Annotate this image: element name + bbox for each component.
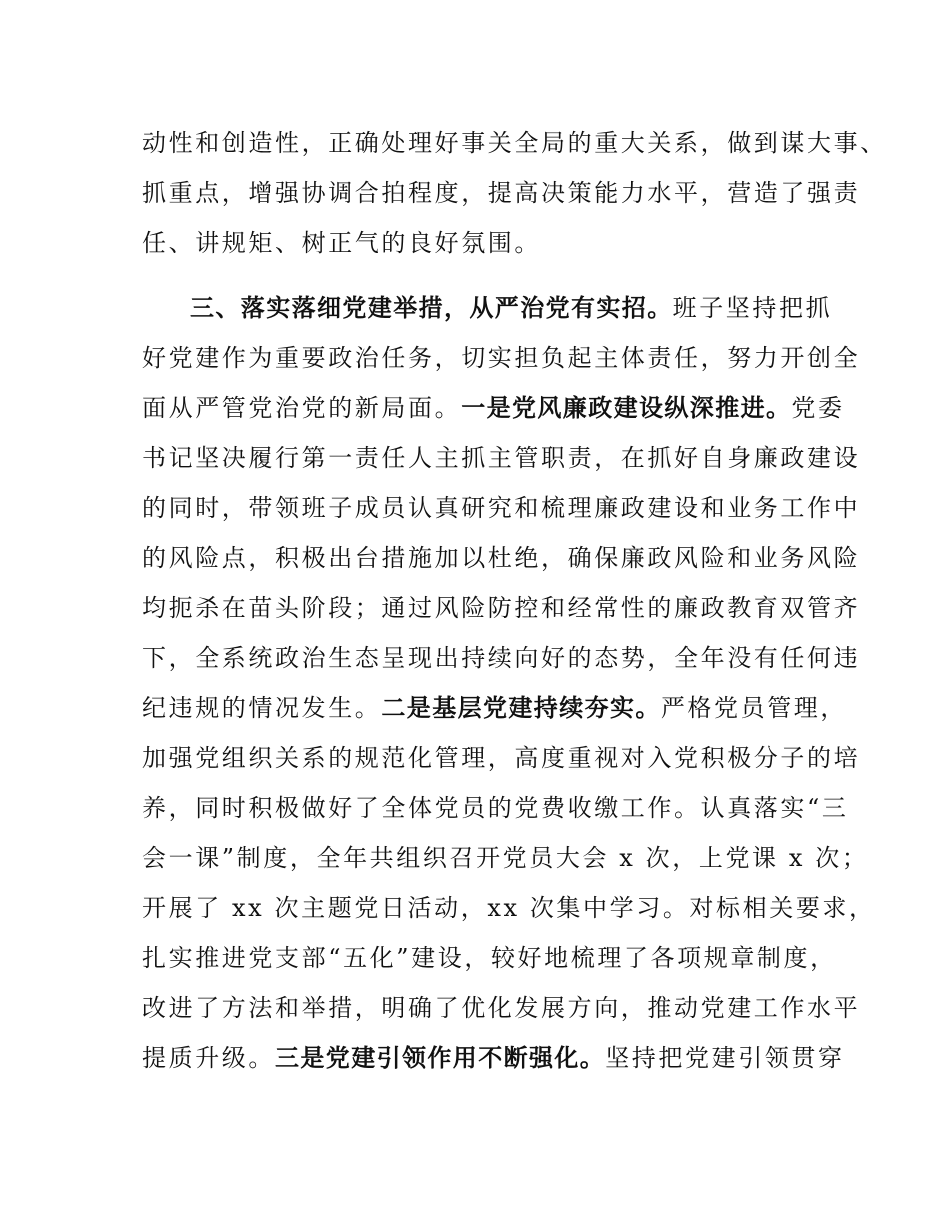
- para2-line-4: [142, 443, 861, 473]
- para2-line-16: [142, 1043, 845, 1073]
- text-run: 扎实推进党支部“五化”建设，较好地梳理了各项规章制度，: [142, 944, 837, 972]
- para2-line-14: [142, 943, 842, 973]
- text-run: 会一课”制度，全年共组织召开党员大会 x 次，上党课 x 次；: [142, 844, 869, 872]
- para1-line-2: [142, 178, 861, 208]
- text-run: 严格党员管理，: [660, 694, 848, 722]
- para2-line-9: [142, 693, 848, 723]
- para2-line-3: [142, 393, 845, 423]
- subheading-1: 一是党风廉政建设纵深推进。: [461, 394, 792, 422]
- para2-line-12: [142, 843, 869, 873]
- text-run: 改进了方法和举措，明确了优化发展方向，推动党建工作水平: [142, 994, 861, 1022]
- para2-line-6: [142, 543, 861, 573]
- text-run: 加强党组织关系的规范化管理，高度重视对入党积极分子的培: [142, 744, 861, 772]
- text-run: 面从严管党治党的新局面。: [142, 394, 462, 422]
- para1-line-3: [142, 228, 842, 258]
- text-run: 开展了 xx 次主题党日活动，xx 次集中学习。对标相关要求，: [142, 894, 876, 922]
- para2-line-15: [142, 993, 861, 1023]
- para1-line-1: [142, 128, 887, 158]
- subheading-3: 三是党建引领作用不断强化。: [275, 1044, 606, 1072]
- text-run: 的同时，带领班子成员认真研究和梳理廉政建设和业务工作中: [142, 494, 861, 522]
- text-run: 提质升级。: [142, 1044, 275, 1072]
- text-run: 的风险点，积极出台措施加以杜绝，确保廉政风险和业务风险: [142, 544, 861, 572]
- text-run: 坚持把党建引领贯穿: [605, 1044, 845, 1072]
- text-run: 好党建作为重要政治任务，切实担负起主体责任，努力开创全: [142, 344, 861, 372]
- para2-line-1: [190, 293, 842, 323]
- text-run: 书记坚决履行第一责任人主抓主管职责，在抓好自身廉政建设: [142, 444, 861, 472]
- text-run: 抓重点，增强协调合拍程度，提高决策能力水平，营造了强责: [142, 179, 861, 207]
- text-run: 动性和创造性，正确处理好事关全局的重大关系，做到谋大事、: [142, 129, 887, 157]
- text-run: 下，全系统政治生态呈现出持续向好的态势，全年没有任何违: [142, 644, 861, 672]
- text-run: 养，同时积极做好了全体党员的党费收缴工作。认真落实“三: [142, 794, 849, 822]
- para2-line-5: [142, 493, 861, 523]
- text-run: 均扼杀在苗头阶段；通过风险防控和经常性的廉政教育双管齐: [142, 594, 861, 622]
- para2-line-11: [142, 793, 849, 823]
- text-run: 纪违规的情况发生。: [142, 694, 382, 722]
- text-run: 班子坚持把抓: [672, 294, 833, 322]
- subheading-2: 二是基层党建持续夯实。: [381, 694, 661, 722]
- para2-line-8: [142, 643, 861, 673]
- section-heading: 三、落实落细党建举措，从严治党有实招。: [190, 294, 673, 322]
- text-run: 党委: [791, 394, 845, 422]
- para2-line-2: [142, 343, 861, 373]
- text-run: 任、讲规矩、树正气的良好氛围。: [142, 229, 541, 257]
- para2-line-7: [142, 593, 861, 623]
- para2-line-13: [142, 893, 876, 923]
- para2-line-10: [142, 743, 861, 773]
